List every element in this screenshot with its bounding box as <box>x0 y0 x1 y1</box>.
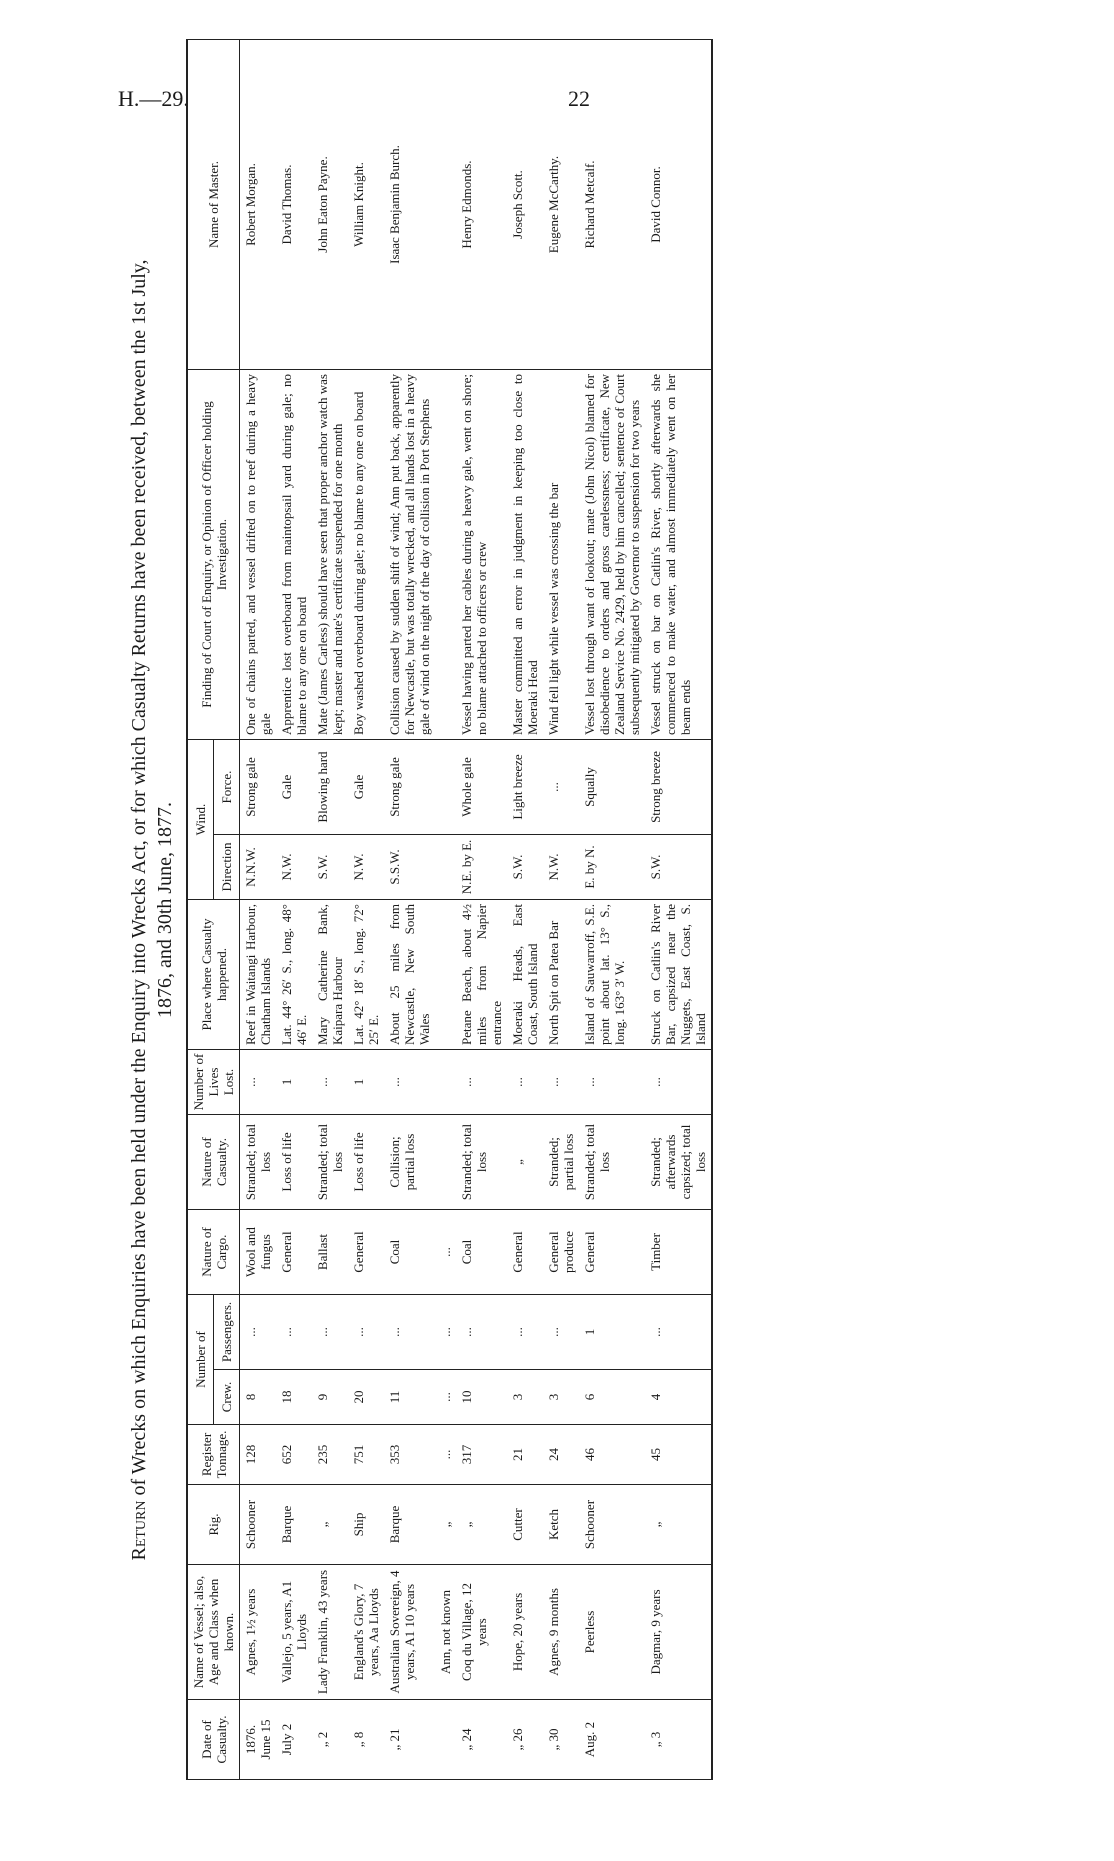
cell-cargo: Timber <box>645 1210 712 1295</box>
cell-date <box>435 1700 456 1780</box>
cell-rig: „ <box>312 1485 348 1565</box>
cell-tonnage: 21 <box>507 1425 543 1485</box>
cell-finding: Wind fell light while vessel was crossing the bar <box>543 370 579 740</box>
col-master: Name of Master. <box>187 40 240 370</box>
cell-tonnage: 317 <box>456 1425 507 1485</box>
cell-master <box>435 40 456 370</box>
cell-place: Petane Beach, about 4½ miles from Napier entrance <box>456 900 507 1050</box>
cell-master: Henry Edmonds. <box>456 40 507 370</box>
cell-vessel: Coq du Village, 12 years <box>456 1565 507 1700</box>
return-title <box>126 40 178 1780</box>
paper-number: H.—29. <box>118 86 189 111</box>
cell-cargo: ... <box>435 1210 456 1295</box>
col-passengers: Passengers. <box>214 1295 240 1370</box>
cell-passengers: ... <box>312 1295 348 1370</box>
col-vessel: Name of Vessel; also, Age and Class when known. <box>187 1565 240 1700</box>
table-row <box>240 40 277 1780</box>
cell-finding: Apprentice lost overboard from maintopsail yard during gale; no blame to any one on board <box>276 370 312 740</box>
cell-date: „ 26 <box>507 1700 543 1780</box>
cell-rig: Cutter <box>507 1485 543 1565</box>
table-row <box>543 40 579 1780</box>
cell-casualty: „ <box>507 1115 543 1210</box>
cell-vessel: Hope, 20 years <box>507 1565 543 1700</box>
cell-casualty: Stranded; afterwards capsized; total loss <box>645 1115 712 1210</box>
col-number-of: Number of <box>187 1295 214 1425</box>
cell-crew: 3 <box>543 1370 579 1425</box>
cell-force: Whole gale <box>456 740 507 835</box>
table-row <box>456 40 507 1780</box>
table-row <box>507 40 543 1780</box>
cell-finding: Vessel having parted her cables during a heavy gale, went on shore; no blame attached to officers or crew <box>456 370 507 740</box>
cell-direction: S.W. <box>312 835 348 900</box>
cell-finding <box>435 370 456 740</box>
return-title-lead: Return <box>128 1500 150 1561</box>
cell-cargo: General <box>579 1210 645 1295</box>
cell-direction: N.N.W. <box>240 835 277 900</box>
cell-cargo: Coal <box>456 1210 507 1295</box>
cell-force: ... <box>543 740 579 835</box>
table-row <box>276 40 312 1780</box>
cell-tonnage: 235 <box>312 1425 348 1485</box>
cell-crew: 20 <box>348 1370 384 1425</box>
cell-finding: Mate (James Carless) should have seen that proper anchor watch was kept; master and mate's certificate suspended for one month <box>312 370 348 740</box>
cell-lives: ... <box>579 1050 645 1115</box>
cell-master: David Connor. <box>645 40 712 370</box>
cell-place: Struck on Catlin's River Bar, capsized near the Nuggets, East Coast, S. Island <box>645 900 712 1050</box>
cell-crew: 6 <box>579 1370 645 1425</box>
cell-vessel: Australian Sovereign, 4 years, A1 10 years <box>384 1565 435 1700</box>
cell-direction: N.E. by E. <box>456 835 507 900</box>
cell-finding: Vessel struck on bar on Catlin's River, shortly afterwards she commenced to make water, and almost immediately went on her beam ends <box>645 370 712 740</box>
date-value: June 15 <box>258 1719 273 1760</box>
cell-casualty: Stranded; total loss <box>240 1115 277 1210</box>
cell-crew: 9 <box>312 1370 348 1425</box>
cell-passengers: ... <box>645 1295 712 1370</box>
cell-place: Lat. 42° 18′ S., long. 72° 25′ E. <box>348 900 384 1050</box>
cell-place: North Spit on Patea Bar <box>543 900 579 1050</box>
wrecks-table <box>186 39 713 1780</box>
cell-rig: Schooner <box>579 1485 645 1565</box>
cell-direction <box>435 835 456 900</box>
cell-date: Aug. 2 <box>579 1700 645 1780</box>
cell-vessel: Ann, not known <box>435 1565 456 1700</box>
cell-tonnage: 128 <box>240 1425 277 1485</box>
cell-place <box>435 900 456 1050</box>
cell-tonnage: ... <box>435 1425 456 1485</box>
cell-lives: 1 <box>348 1050 384 1115</box>
cell-passengers: ... <box>384 1295 435 1370</box>
cell-date: „ 24 <box>456 1700 507 1780</box>
rotated-return-table <box>126 40 1092 1780</box>
cell-lives: ... <box>645 1050 712 1115</box>
cell-rig: Schooner <box>240 1485 277 1565</box>
cell-date: „ 8 <box>348 1700 384 1780</box>
cell-rig: „ <box>645 1485 712 1565</box>
cell-rig: Barque <box>384 1485 435 1565</box>
cell-passengers: ... <box>348 1295 384 1370</box>
cell-crew: 11 <box>384 1370 435 1425</box>
cell-finding: One of chains parted, and vessel drifted on to reef during a heavy gale <box>240 370 277 740</box>
cell-lives: ... <box>543 1050 579 1115</box>
cell-force <box>435 740 456 835</box>
col-cargo: Nature of Cargo. <box>187 1210 240 1295</box>
cell-casualty: Collision; partial loss <box>384 1115 435 1210</box>
cell-direction: S.W. <box>645 835 712 900</box>
cell-cargo: Coal <box>384 1210 435 1295</box>
cell-date: „ 2 <box>312 1700 348 1780</box>
cell-tonnage: 751 <box>348 1425 384 1485</box>
return-title-line2: 1876, and 30th June, 1877. <box>154 801 176 1019</box>
cell-place: About 25 miles from Newcastle, New South Wales <box>384 900 435 1050</box>
cell-master: Richard Metcalf. <box>579 40 645 370</box>
table-row <box>384 40 435 1780</box>
cell-passengers: ... <box>543 1295 579 1370</box>
cell-cargo: General <box>507 1210 543 1295</box>
cell-crew: 8 <box>240 1370 277 1425</box>
table-row <box>645 40 712 1780</box>
cell-date <box>240 1700 277 1780</box>
cell-finding: Master committed an error in judgment in keeping too close to Moeraki Head <box>507 370 543 740</box>
cell-finding: Vessel lost through want of lookout; mate (John Nicol) blamed for disobedience to orders and gross carelessness; certificate, New Zealand Service No. 2429, held by him cancelled; sentence of Court subsequently mitigated by Governor to suspension for two years <box>579 370 645 740</box>
col-wind: Wind. <box>187 740 214 900</box>
cell-casualty: Stranded; total loss <box>456 1115 507 1210</box>
table-row <box>435 40 456 1780</box>
col-crew: Crew. <box>214 1370 240 1425</box>
cell-finding: Boy washed overboard during gale; no blame to any one on board <box>348 370 384 740</box>
cell-cargo: Ballast <box>312 1210 348 1295</box>
cell-rig: Barque <box>276 1485 312 1565</box>
cell-vessel: Lady Franklin, 43 years <box>312 1565 348 1700</box>
cell-passengers: ... <box>507 1295 543 1370</box>
cell-place: Lat. 44° 26′ S., long. 48° 46′ E. <box>276 900 312 1050</box>
col-place: Place where Casualty happened. <box>187 900 240 1050</box>
cell-master: John Eaton Payne. <box>312 40 348 370</box>
cell-tonnage: 24 <box>543 1425 579 1485</box>
cell-rig: „ <box>435 1485 456 1565</box>
cell-master: Robert Morgan. <box>240 40 277 370</box>
cell-direction: N.W. <box>276 835 312 900</box>
cell-passengers: ... <box>276 1295 312 1370</box>
cell-passengers: ... <box>456 1295 507 1370</box>
cell-crew: 3 <box>507 1370 543 1425</box>
cell-date: „ 21 <box>384 1700 435 1780</box>
cell-cargo: General <box>276 1210 312 1295</box>
cell-passengers: 1 <box>579 1295 645 1370</box>
cell-crew: 10 <box>456 1370 507 1425</box>
cell-passengers: ... <box>240 1295 277 1370</box>
cell-place: Moeraki Heads, East Coast, South Island <box>507 900 543 1050</box>
cell-cargo: General <box>348 1210 384 1295</box>
cell-place: Island of Sauwarroff, S.E. point about lat. 13° S., long. 163° 3′ W. <box>579 900 645 1050</box>
cell-rig: „ <box>456 1485 507 1565</box>
cell-casualty: Stranded; total loss <box>579 1115 645 1210</box>
col-date: Date of Casualty. <box>187 1700 240 1780</box>
cell-date: „ 3 <box>645 1700 712 1780</box>
col-tonnage: Register Tonnage. <box>187 1425 240 1485</box>
cell-lives: ... <box>384 1050 435 1115</box>
cell-master: Eugene McCarthy. <box>543 40 579 370</box>
col-casualty: Nature of Casualty. <box>187 1115 240 1210</box>
cell-vessel: Vallejo, 5 years, A1 Lloyds <box>276 1565 312 1700</box>
table-row <box>348 40 384 1780</box>
cell-vessel: Agnes, 9 months <box>543 1565 579 1700</box>
table-row <box>579 40 645 1780</box>
cell-direction: S.W. <box>507 835 543 900</box>
cell-crew: ... <box>435 1370 456 1425</box>
cell-tonnage: 652 <box>276 1425 312 1485</box>
cell-master: Isaac Benjamin Burch. <box>384 40 435 370</box>
cell-rig: Ketch <box>543 1485 579 1565</box>
cell-direction: E. by N. <box>579 835 645 900</box>
cell-master: William Knight. <box>348 40 384 370</box>
cell-vessel: England's Glory, 7 years, Aa Lloyds <box>348 1565 384 1700</box>
cell-force: Strong breeze <box>645 740 712 835</box>
col-lives: Number of Lives Lost. <box>187 1050 240 1115</box>
year-label: 1876. <box>243 1724 258 1755</box>
cell-tonnage: 353 <box>384 1425 435 1485</box>
page-number: 22 <box>568 86 590 111</box>
cell-place: Mary Catherine Bank, Kaipara Harbour <box>312 900 348 1050</box>
cell-force: Gale <box>276 740 312 835</box>
cell-force: Squally <box>579 740 645 835</box>
cell-lives: 1 <box>276 1050 312 1115</box>
cell-force: Light breeze <box>507 740 543 835</box>
cell-master: David Thomas. <box>276 40 312 370</box>
cell-force: Gale <box>348 740 384 835</box>
cell-cargo: General produce <box>543 1210 579 1295</box>
cell-vessel: Peerless <box>579 1565 645 1700</box>
col-rig: Rig. <box>187 1485 240 1565</box>
cell-casualty: Stranded; total loss <box>312 1115 348 1210</box>
cell-casualty <box>435 1115 456 1210</box>
col-finding: Finding of Court of Enquiry, or Opinion of Officer holding Investigation. <box>187 370 240 740</box>
cell-direction: S.S.W. <box>384 835 435 900</box>
col-direction: Direction <box>214 835 240 900</box>
cell-force: Strong gale <box>240 740 277 835</box>
cell-crew: 4 <box>645 1370 712 1425</box>
cell-finding: Collision caused by sudden shift of wind; Ann put back, apparently for Newcastle, but was totally wrecked, and all hands lost in a heavy gale of wind on the night of the day of collision in Port Stephens <box>384 370 435 740</box>
cell-date: „ 30 <box>543 1700 579 1780</box>
cell-force: Strong gale <box>384 740 435 835</box>
cell-force: Blowing hard <box>312 740 348 835</box>
cell-casualty: Loss of life <box>348 1115 384 1210</box>
cell-rig: Ship <box>348 1485 384 1565</box>
cell-casualty: Loss of life <box>276 1115 312 1210</box>
cell-vessel: Dagmar, 9 years <box>645 1565 712 1700</box>
cell-lives: ... <box>312 1050 348 1115</box>
cell-master: Joseph Scott. <box>507 40 543 370</box>
cell-crew: 18 <box>276 1370 312 1425</box>
cell-vessel: Agnes, 1½ years <box>240 1565 277 1700</box>
cell-date: July 2 <box>276 1700 312 1780</box>
table-body <box>240 40 713 1780</box>
cell-lives: ... <box>456 1050 507 1115</box>
cell-casualty: Stranded; partial loss <box>543 1115 579 1210</box>
cell-direction: N.W. <box>543 835 579 900</box>
cell-direction: N.W. <box>348 835 384 900</box>
header-row-1 <box>187 40 214 1780</box>
col-force: Force. <box>214 740 240 835</box>
table-row <box>312 40 348 1780</box>
cell-cargo: Wool and fungus <box>240 1210 277 1295</box>
cell-lives: ... <box>507 1050 543 1115</box>
cell-place: Reef in Waitangi Harbour, Chatham Islands <box>240 900 277 1050</box>
cell-lives <box>435 1050 456 1115</box>
return-title-text: of Wrecks on which Enquiries have been held under the Enquiry into Wrecks Act, or for which Casualty Returns have been received, between the 1st July, <box>128 259 150 1496</box>
cell-tonnage: 45 <box>645 1425 712 1485</box>
cell-passengers: ... <box>435 1295 456 1370</box>
cell-lives: ... <box>240 1050 277 1115</box>
cell-tonnage: 46 <box>579 1425 645 1485</box>
